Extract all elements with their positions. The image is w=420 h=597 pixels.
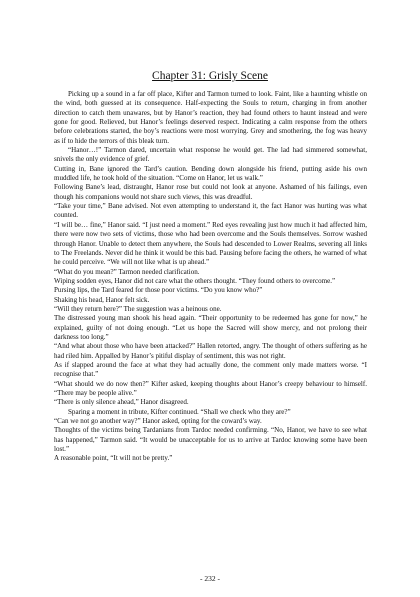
paragraph: Thoughts of the victims being Tardanians from Tardoc needed confirming. “No, Hanor, we have to see what has happened,” Tarmon said. “It would be unacceptable for us to arrive at Tardoc knowing some have been lost.” bbox=[54, 426, 367, 454]
paragraph: “I will be… fine,” Hanor said. “I just need a moment.” Red eyes revealing just how much it had affected him, there were now two sets of victims, those who had been overcome and the Souls themselves. Sorrow washed through Hanor. Unable to detect them anywhere, the Souls had descended to Lower Realms, severing all links to The Freelands. Never did he think it would be this bad. Pausing before facing the others, he warned of what he could perceive. “We will not like what is up ahead.” bbox=[54, 220, 367, 267]
paragraph: “What should we do now then?” Kifter asked, keeping thoughts about Hanor’s creepy behaviour to himself. “There may be people alive.” bbox=[54, 379, 367, 397]
paragraph: Sparing a moment in tribute, Kifter continued. “Shall we check who they are?” bbox=[68, 407, 291, 416]
paragraph: Wiping sodden eyes, Hanor did not care what the others thought. “They found others to overcome.” bbox=[54, 276, 336, 285]
paragraph: Pursing lips, the Tard feared for those poor victims. “Do you know who?” bbox=[54, 286, 263, 295]
paragraph: “Take your time,” Bane advised. Not even attempting to understand it, the fact Hanor was hurting was what counted. bbox=[54, 202, 367, 220]
paragraph: “What do you mean?” Tarmon needed clarification. bbox=[54, 267, 200, 276]
chapter-title: Chapter 31: Grisly Scene bbox=[152, 70, 268, 82]
paragraph: “Can we not go another way?” Hanor asked, opting for the coward’s way. bbox=[54, 417, 262, 426]
paragraph: Following Bane’s lead, distraught, Hanor rose but could not look at anyone. Ashamed of his failings, even though his companions would not share such views, this was dreadful. bbox=[54, 183, 367, 201]
paragraph: Picking up a sound in a far off place, Kifter and Tarmon turned to look. Faint, like a haunting whistle on the wind, both guessed at its consequence. Half-expecting the Souls to return, charging in from another direction to catch them unawares, but by Hanor’s reaction, they had found others to haunt instead and were gone for good. Relieved, but Hanor’s feelings deserved respect. Indicating a calm response from the others before celebrations started, the boy’s reactions were most worrying. Grey and smothering, the fog was heavy as if to hide the terrors of this bleak turn. bbox=[54, 90, 367, 145]
paragraph: “There is only silence ahead,” Hanor disagreed. bbox=[54, 398, 189, 407]
paragraph: The distressed young man shook his head again. “Their opportunity to be redeemed has gone for now,” he explained, guilty of not doing enough. “Let us hope the Sacred will show mercy, and not prolong their darkness too long.” bbox=[54, 314, 367, 341]
paragraph: As if slapped around the face at what they had actually done, the comment only made matters worse. “I recognise that.” bbox=[54, 360, 367, 379]
paragraph: Shaking his head, Hanor felt sick. bbox=[54, 295, 150, 304]
paragraph: “Will they return here?” The suggestion was a heinous one. bbox=[54, 304, 222, 313]
paragraph: A reasonable point, “It will not be pretty.” bbox=[54, 454, 173, 463]
paragraph: Cutting in, Bane ignored the Tard’s caution. Bending down alongside his friend, putting aside his own muddled life, he took hold of the situation. “Come on Hanor, let us walk.” bbox=[54, 164, 367, 183]
chapter-body bbox=[54, 90, 367, 464]
paragraph: “Hanor…!” Tarmon dared, uncertain what response he would get. The lad had simmered somewhat, snivels the only evidence of grief. bbox=[54, 146, 367, 164]
paragraph: “And what about those who have been attacked?” Hallen retorted, angry. The thought of others suffering as he had riled him. Appalled by Hanor’s pitiful display of sentiment, this was not right. bbox=[54, 342, 367, 360]
page-number: - 232 - bbox=[200, 574, 220, 583]
